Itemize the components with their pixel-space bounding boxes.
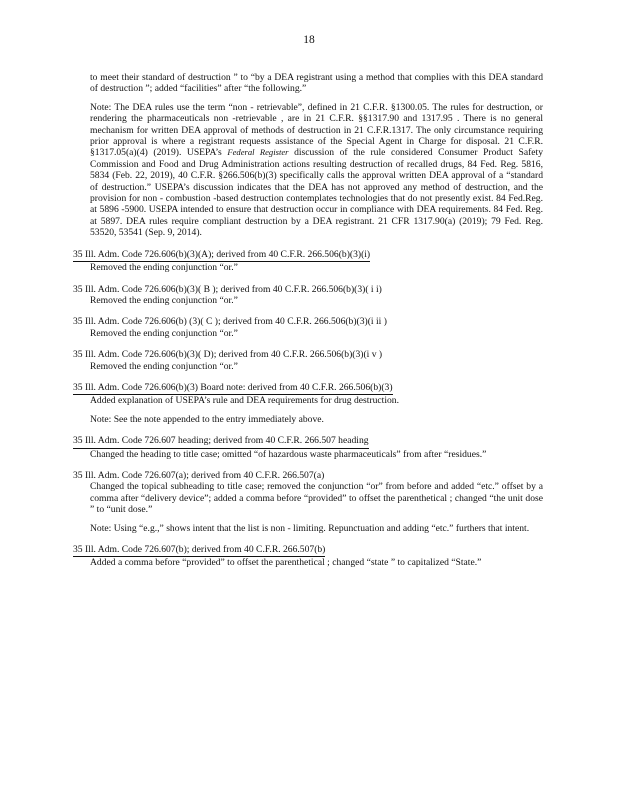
list-item — [73, 316, 543, 339]
page-number: 18 — [303, 34, 315, 46]
list-item — [73, 470, 543, 516]
note-see-above: Note: See the note appended to the entry immediately above. — [90, 413, 324, 425]
entry-body: Removed the ending conjunction “or.” — [90, 294, 238, 306]
list-item — [73, 435, 543, 460]
list-item — [73, 382, 543, 407]
entry-heading: 35 Ill. Adm. Code 726.606(b)(3) Board note: derived from 40 C.F.R. 266.506(b)(3) — [73, 382, 393, 395]
entry-heading: 35 Ill. Adm. Code 726.607(a); derived from 40 C.F.R. 266.507(a) — [73, 469, 325, 481]
entry-body: Removed the ending conjunction “or.” — [90, 327, 238, 339]
entry-heading: 35 Ill. Adm. Code 726.606(b) (3)( C ); derived from 40 C.F.R. 266.506(b)(3)(i ii ) — [73, 316, 387, 328]
note-dea-rules-part1: Note: The DEA rules use the term “non - retrievable”, defined in 21 C.F.R. §1300.05. The rules for destruction, or rendering the pharmaceuticals non -retrievable , are in 21 C.F.R. §§1317.90 and 1317.95 . There is no general mechanism for written DEA approval of methods of destruction in 21 C.F.R.1317. The only circumstance requiring prior approval is where a registrant requests assistance of the Special Agent in Charge for disposal. 21 C.F.R. §1317.05(a)(4) (2019). USEPA’s — [90, 101, 543, 159]
entry-body: Removed the ending conjunction “or.” — [90, 262, 238, 274]
entry-heading: 35 Ill. Adm. Code 726.606(b)(3)( B ); derived from 40 C.F.R. 266.506(b)(3)( i i) — [73, 283, 382, 295]
entry-heading: 35 Ill. Adm. Code 726.607(b); derived from 40 C.F.R. 266.507(b) — [73, 544, 325, 557]
entry-heading: 35 Ill. Adm. Code 726.607 heading; derived from 40 C.F.R. 266.507 heading — [73, 435, 369, 448]
intro-continuation: to meet their standard of destruction ” to “by a DEA registrant using a method that complies with this DEA standard of destruction ”; added “facilities” after “the following.” — [90, 72, 543, 95]
note-dea-rules — [90, 102, 543, 239]
entry-body: Added a comma before “provided” to offset the parenthetical ; changed “state ” to capitalized “State.” — [90, 557, 482, 569]
entry-heading: 35 Ill. Adm. Code 726.606(b)(3)(A); derived from 40 C.F.R. 266.506(b)(3)(i) — [73, 249, 370, 262]
entry-body: Changed the topical subheading to title case; removed the conjunction “or” from before and added “etc.” offset by a comma after “delivery device”; added a comma before “provided” to offset the parenthetical ; changed “the unit dose ” to “unit dose.” — [90, 481, 543, 516]
entry-body: Added explanation of USEPA’s rule and DEA requirements for drug destruction. — [90, 395, 399, 407]
entry-body: Changed the heading to title case; omitted “of hazardous waste pharmaceuticals” from after “residues.” — [90, 448, 487, 460]
list-item — [73, 544, 543, 569]
entry-body: Removed the ending conjunction “or.” — [90, 360, 238, 372]
list-item — [73, 249, 543, 274]
note-dea-rules-italic: Federal Register — [227, 147, 289, 158]
note-eg: Note: Using “e.g.,” shows intent that the list is non - limiting. Repunctuation and adding “etc.” furthers that intent. — [90, 522, 530, 534]
note-dea-rules-part2: discussion of the rule considered Consumer Product Safety Commission and Food and Drug Administration actions resulting destruction of recalled drugs, 84 Fed. Reg. 5816, 5834 (Feb. 22, 2019), 40 C.F.R. §266.506(b)(3) specifically calls the approval written DEA approval of a “standard of destruction.” USEPA’s discussion indicates that the DEA has not approved any method of destruction, and the provision for non - combustion -based destruction contemplates technologies that do not presently exist. 84 Fed.Reg. at 5896 -5900. USEPA intended to ensure that destruction occur in compliance with DEA requirements. 84 Fed. Reg. at 5897. DEA rules require compliant destruction by a DEA registrant. 21 CFR 1317.90(a) (2019); 79 Fed. Reg. 53520, 53541 (Sep. 9, 2014). — [90, 147, 544, 239]
entry-heading: 35 Ill. Adm. Code 726.606(b)(3)( D); derived from 40 C.F.R. 266.506(b)(3)(i v ) — [73, 349, 383, 361]
list-item — [73, 349, 543, 372]
entries-list — [73, 72, 543, 569]
list-item — [73, 284, 543, 307]
